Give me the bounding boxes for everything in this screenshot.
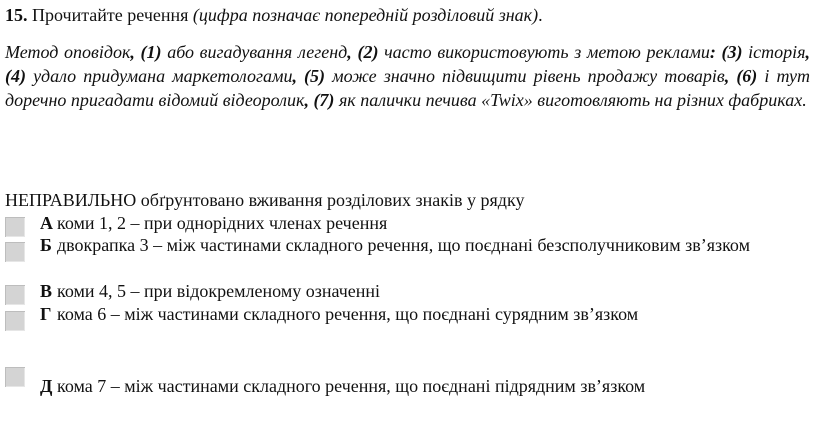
answer-checkbox-d[interactable] (5, 311, 25, 331)
passage-segment: і тут доречно пригадати відомий відеоролик (5, 66, 810, 110)
option-letter: Г (40, 304, 52, 324)
option-letter: Д (40, 376, 53, 396)
option-letter: Б (40, 235, 52, 255)
punctuation-marker-5: , (5) (292, 66, 326, 86)
question-number: 15. (5, 5, 28, 25)
passage-text (5, 40, 810, 112)
option-letter: А (40, 213, 53, 233)
option-letter: В (40, 281, 53, 301)
passage-segment: як палички печива «Twix» виготовляють на різних фабриках. (334, 90, 807, 110)
task-prompt: НЕПРАВИЛЬНО обґрунтовано вживання розділових знаків у рядку (5, 190, 525, 210)
option-text: коми 4, 5 – при відокремленому означенні (57, 281, 381, 301)
punctuation-marker-7: , (7) (304, 90, 335, 110)
option-text: кома 6 – між частинами складного речення, що поєднані сурядним зв’язком (57, 304, 639, 324)
option-text: коми 1, 2 – при однорідних членах речення (57, 213, 388, 233)
question-intro: Прочитайте речення (32, 5, 189, 25)
question-header (5, 3, 815, 27)
punctuation-marker-2: , (2) (347, 42, 379, 62)
passage-segment: може значно підвищити рівень продажу товарів (325, 66, 725, 86)
answer-checkbox-e[interactable] (5, 367, 25, 387)
answer-checkbox-a[interactable] (5, 217, 25, 237)
punctuation-marker-4: , (4) (5, 42, 811, 86)
answer-checkbox-c[interactable] (5, 285, 25, 305)
punctuation-marker-3: : (3) (709, 42, 743, 62)
passage-segment: удало придумана маркетологами (26, 66, 293, 86)
passage-segment: часто використовують з метою реклами (378, 42, 710, 62)
question-period: . (538, 5, 543, 25)
answer-checkbox-b[interactable] (5, 242, 25, 262)
passage-segment: історія (742, 42, 806, 62)
punctuation-marker-1: , (1) (130, 42, 162, 62)
option-text: кома 7 – між частинами складного речення, що поєднані підрядним зв’язком (57, 376, 646, 396)
passage-segment: або вигадування легенд (161, 42, 348, 62)
passage-segment: Метод оповідок (5, 42, 131, 62)
option-text: двокрапка 3 – між частинами складного речення, що поєднані безсполучниковим зв’язком (57, 235, 750, 255)
punctuation-marker-6: , (6) (724, 66, 758, 86)
question-note: (цифра позначає попередній розділовий знак) (192, 5, 539, 25)
